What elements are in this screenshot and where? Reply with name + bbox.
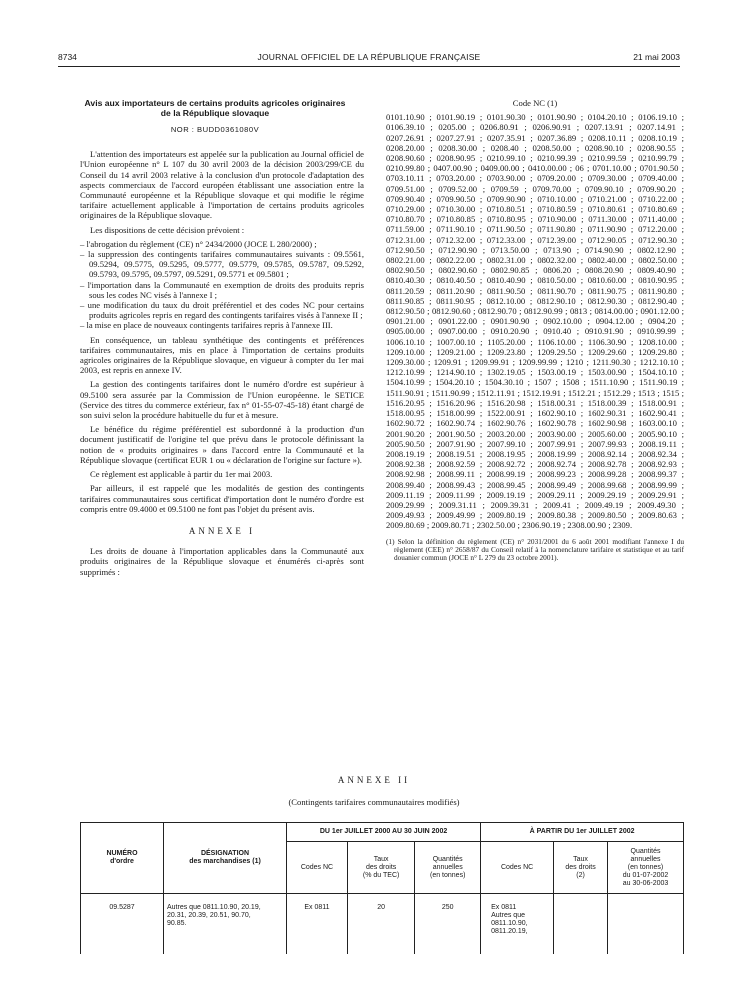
row-p2-qty: [608, 894, 684, 955]
code-nc-label: Code NC (1): [512, 98, 558, 108]
header-p2-rate: Taux des droits (2): [554, 842, 608, 894]
header-period-2: À PARTIR DU 1er JUILLET 2002: [481, 823, 684, 842]
code-nc-list: 0101.10.90 ; 0101.90.19 ; 0101.90.30 ; 0101.90.90 ; 0104.20.10 ; 0106.19.10 ; 0106.39.10 ; 0205.00 ; 0206.80.91 ; 0206.90.91 ; 0207.13.91 ; 0207.14.91 ; 0207.26.91 ; 0207.27.91 ; 0207.35.91 ; 0207.36.89 ; 0208.10.11 ; 0208.10.19 ; 0208.20.00 ; 0208.30.00 ; 0208.40 ; 0208.50.00 ; 0208.90.10 ; 0208.90.55 ; 0208.90.60 ; 0208.90.95 ; 0210.99.10 ; 0210.99.39 ; 0210.99.59 ; 0210.99.79 ; 0210.99.80 ; 0407.00.90 ; 0409.00.00 ; 0410.00.00 ; 06 ; 0701.10.00 ; 0701.90.50 ; 0703.10.11 ; 0703.20.00 ; 0703.90.00 ; 0709.20.00 ; 0709.30.00 ; 0709.40.00 ; 0709.51.00 ; 0709.52.00 ; 0709.59 ; 0709.70.00 ; 0709.90.10 ; 0709.90.20 ; 0709.90.40 ; 0709.90.50 ; 0709.90.90 ; 0710.10.00 ; 0710.21.00 ; 0710.22.00 ; 0710.29.00 ; 0710.30.00 ; 0710.80.51 ; 0710.80.59 ; 0710.80.61 ; 0710.80.69 ; 0710.80.70 ; 0710.80.85 ; 0710.80.95 ; 0710.90.00 ; 0711.30.00 ; 0711.40.00 ; 0711.59.00 ; 0711.90.10 ; 0711.90.50 ; 0711.90.80 ; 0711.90.90 ; 0712.20.00 ; 0712.31.00 ; 0712.32.00 ; 0712.33.00 ; 0712.39.00 ; 0712.90.05 ; 0712.90.30 ; 0712.90.50 ; 0712.90.90 ; 0713.50.00 ; 0713.90 ; 0714.90.90 ; 0802.12.90 ; 0802.21.00 ; 0802.22.00 ; 0802.31.00 ; 0802.32.00 ; 0802.40.00 ; 0802.50.00 ; 0802.90.50 ; 0802.90.60 ; 0802.90.85 ; 0806.20 ; 0808.20.90 ; 0809.40.90 ; 0810.40.30 ; 0810.40.50 ; 0810.40.90 ; 0810.50.00 ; 0810.60.00 ; 0810.90.95 ; 0811.20.59 ; 0811.20.90 ; 0811.90.50 ; 0811.90.70 ; 0811.90.75 ; 0811.90.80 ; 0811.90.85 ; 0811.90.95 ; 0812.10.00 ; 0812.90.10 ; 0812.90.30 ; 0812.90.40 ; 0812.90.50 ; 0812.90.60 ; 0812.90.70 ; 0812.90.99 ; 0813 ; 0814.00.00 ; 0901.12.00 ; 0901.21.00 ; 0901.22.00 ; 0901.90.90 ; 0902.10.00 ; 0904.12.00 ; 0904.20 ; 0905.00.00 ; 0907.00.00 ; 0910.20.90 ; 0910.40 ; 0910.91.90 ; 0910.99.99 ; 1006.10.10 ; 1007.00.10 ; 1105.20.00 ; 1106.10.00 ; 1106.30.90 ; 1208.10.00 ; 1209.10.00 ; 1209.21.00 ; 1209.23.80 ; 1209.29.50 ; 1209.29.60 ; 1209.29.80 ; 1209.30.00 ; 1209.91 ; 1209.99.91 ; 1209.99.99 ; 1210 ; 1211.90.30 ; 1212.10.10 ; 1212.10.99 ; 1214.90.10 ; 1302.19.05 ; 1503.00.19 ; 1503.00.90 ; 1504.10.10 ; 1504.10.99 ; 1504.20.10 ; 1504.30.10 ; 1507 ; 1508 ; 1511.10.90 ; 1511.90.19 ; 1511.90.91 ; 1511.90.99 ; 1512.11.91 ; 1512.19.91 ; 1512.21 ; 1512.29 ; 1513 ; 1515 ; 1516.20.95 ; 1516.20.96 ; 1516.20.98 ; 1518.00.31 ; 1518.00.39 ; 1518.00.91 ; 1518.00.95 ; 1518.00.99 ; 1522.00.91 ; 1602.90.10 ; 1602.90.31 ; 1602.90.41 ; 1602.90.72 ; 1602.90.74 ; 1602.90.76 ; 1602.90.78 ; 1602.90.98 ; 1603.00.10 ; 2001.90.20 ; 2001.90.50 ; 2003.20.00 ; 2003.90.00 ; 2005.60.00 ; 2005.90.10 ; 2005.90.50 ; 2007.91.90 ; 2007.99.10 ; 2007.99.91 ; 2007.99.93 ; 2008.19.11 ; 2008.19.19 ; 2008.19.51 ; 2008.19.95 ; 2008.19.99 ; 2008.92.14 ; 2008.92.34 ; 2008.92.38 ; 2008.92.59 ; 2008.92.72 ; 2008.92.74 ; 2008.92.78 ; 2008.92.93 ; 2008.92.98 ; 2008.99.11 ; 2008.99.19 ; 2008.99.23 ; 2008.99.28 ; 2008.99.37 ; 2008.99.40 ; 2008.99.43 ; 2008.99.45 ; 2008.99.49 ; 2008.99.68 ; 2008.99.99 ; 2009.11.19 ; 2009.11.99 ; 2009.19.19 ; 2009.29.11 ; 2009.29.19 ; 2009.29.91 ; 2009.29.99 ; 2009.31.11 ; 2009.39.31 ; 2009.41 ; 2009.49.19 ; 2009.49.30 ; 2009.49.93 ; 2009.49.99 ; 2009.80.19 ; 2009.80.38 ; 2009.80.50 ; 2009.80.63 ; 2009.80.69 ; 2009.80.71 ; 2302.50.00 ; 2306.90.19 ; 2308.00.90 ; 2309.: [386, 112, 684, 531]
provisions-intro: Les dispositions de cette décision prévoient :: [90, 224, 245, 235]
header-numero: NUMÉRO d'ordre: [81, 823, 164, 894]
body-paragraph: En conséquence, un tableau synthétique des contingents et préférences tarifaires communautaires, mis en place à l'importation de certains produits agricoles originaires de la République slovaque, en vigueur à compter du 1er mai 2003, est repris en annexe IV.: [80, 334, 364, 376]
annexe2-subtitle: (Contingents tarifaires communautaires modifiés): [288, 797, 460, 807]
header-p1-qty: Quantités annuelles (en tonnes): [415, 842, 481, 894]
header-p1-rate: Taux des droits (% du TEC): [347, 842, 414, 894]
provision-item: – la mise en place de nouveaux contingents tarifaires repris à l'annexe III.: [80, 320, 333, 331]
row-p1-rate: 20: [347, 894, 414, 955]
page-number: 8734: [58, 52, 77, 62]
row-p1-codes: Ex 0811: [287, 894, 348, 955]
body-paragraph: Le bénéfice du régime préférentiel est subordonné à la production d'un document justificatif de l'origine tel que prévu dans le protocole définissant la notion de « produits originaires » dans l'accord entre la Communauté et la République slovaque (certificat EUR 1 ou « déclaration de l'origine sur facture »).: [80, 424, 364, 465]
header-p1-codes: Codes NC: [287, 842, 348, 894]
left-column: [80, 98, 364, 581]
header-p2-qty: Quantités annuelles (en tonnes) du 01-07-2002 au 30-06-2003: [608, 842, 684, 894]
row-numero: 09.5287: [81, 894, 164, 955]
body-paragraph: Ce règlement est applicable à partir du 1er mai 2003.: [90, 469, 273, 480]
footnote: (1) Selon la définition du règlement (CE) n° 2031/2001 du 6 août 2001 modifiant l'annexe I du règlement (CEE) n° 2658/87 du Conseil relatif à la nomenclature tarifaire et statistique et au tarif douanier commun (JOCE n° L 279 du 23 octobre 2001).: [386, 536, 684, 563]
body-paragraph: Par ailleurs, il est rappelé que les modalités de gestion des contingents tarifaires communautaires sous certificat d'importation dont le numéro d'ordre est compris entre 09.4000 et 09.5100 ne font pas l'objet du présent avis.: [80, 483, 364, 514]
table-row: [81, 894, 684, 955]
body-paragraph: La gestion des contingents tarifaires dont le numéro d'ordre est supérieur à 09.5100 sera assurée par la Commission de l'Union européenne. le SETICE (Service des titres du commerce extérieur, fax n° 01-55-07-45-18) étant chargé de son suivi selon la procédure habituelle du fur et à mesure.: [80, 379, 364, 421]
intro-paragraph: L'attention des importateurs est appelée sur la publication au Journal officiel de l'Union européenne n° L 107 du 30 avril 2003 de la décision 2003/299/CE du Conseil du 14 avril 2003 relative à la conclusion d'un protocole d'adaptation des aspects commerciaux de l'accord européen établissant une association entre la Communauté européenne et la République slovaque et qui modifie le régime tarifaire actuellement applicable à l'importation de certains produits agricoles originaires de la République slovaque.: [80, 149, 364, 221]
issue-date: 21 mai 2003: [633, 52, 680, 62]
annexe1-title: ANNEXE I: [188, 525, 256, 536]
row-designation: Autres que 0811.10.90, 20.19, 20.31, 20.39, 20.51, 90.70, 90.85.: [164, 894, 287, 955]
quota-table: [80, 822, 684, 954]
page-header: [58, 52, 680, 64]
header-rule: [58, 66, 680, 67]
provision-item: – la suppression des contingents tarifaires communautaires suivants : 09.5561, 09.5294, 09.5775, 09.5295, 09.5777, 09.5779, 09.5785, 09.5787, 09.5292, 09.5793, 09.5795, 09.5797, 09.5291, 09.5771 et 09.5801 ;: [80, 249, 364, 280]
header-designation: DÉSIGNATION des marchandises (1): [164, 823, 287, 894]
row-p1-qty: 250: [415, 894, 481, 955]
provision-item: – l'abrogation du règlement (CE) n° 2434/2000 (JOCE L 280/2000) ;: [80, 238, 317, 249]
journal-title: JOURNAL OFFICIEL DE LA RÉPUBLIQUE FRANÇAISE: [257, 52, 481, 62]
row-p2-codes: Ex 0811 Autres que 0811.10.90, 0811.20.19,: [481, 894, 554, 955]
provision-item: – une modification du taux du droit préférentiel et des codes NC pour certains produits agricoles repris en regard des contingents tarifaires visés à l'annexe II ;: [80, 300, 364, 321]
nor-reference: NOR : BUDD0361080V: [170, 125, 260, 134]
right-column: [386, 98, 684, 563]
annexe1-text: Les droits de douane à l'importation applicables dans la Communauté aux produits originaires de la République slovaque et énumérés ci-après sont supprimés :: [80, 546, 364, 577]
row-p2-rate: [554, 894, 608, 955]
notice-title: Avis aux importateurs de certains produits agricoles originaires de la République slovaque: [84, 98, 346, 118]
header-p2-codes: Codes NC: [481, 842, 554, 894]
header-period-1: DU 1er JUILLET 2000 AU 30 JUIN 2002: [287, 823, 481, 842]
annexe2-title: ANNEXE II: [337, 775, 411, 785]
provision-item: – l'importation dans la Communauté en exemption de droits des produits repris sous les codes NC visés à l'annexe I ;: [80, 279, 364, 300]
